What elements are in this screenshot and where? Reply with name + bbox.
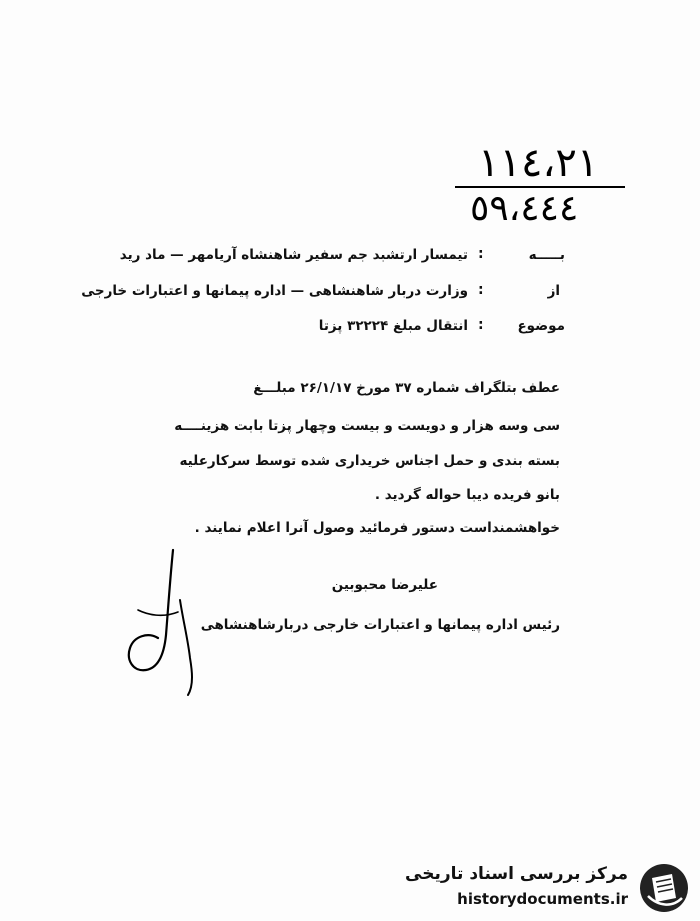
body-line-3: بسته بندی و حمل اجناس خریداری شده توسط سرکارعلیه (179, 453, 560, 469)
subject-label: موضوع (517, 318, 565, 334)
from-colon: : (478, 282, 484, 298)
from-value: وزارت دربار شاهنشاهی — اداره پیمانها و اعتبارات خارجی (81, 283, 468, 299)
archive-logo-icon (638, 862, 690, 914)
archive-watermark (405, 860, 694, 916)
handwritten-signature (118, 540, 208, 700)
watermark-title: مرکز بررسی اسناد تاریخی (405, 864, 628, 884)
handwritten-reference-number-top: ١١٤،٢١ (478, 140, 599, 186)
subject-colon: : (478, 317, 484, 333)
to-label: بـــــه (528, 247, 565, 263)
body-line-4: بانو فریده دیبا حواله گردید . (374, 487, 560, 503)
signatory-name: علیرضا محبوبین (331, 577, 438, 593)
to-colon: : (478, 246, 484, 262)
handwritten-reference-number-bottom: ٥٩،٤٤٤ (470, 188, 579, 229)
signatory-title: رئیس اداره پیمانها و اعتبارات خارجی دربارشاهنشاهی (200, 617, 560, 633)
to-value: تیمسار ارتشبد جم سفیر شاهنشاه آریامهر — ماد رید (119, 247, 468, 263)
watermark-url: historydocuments.ir (457, 890, 628, 908)
body-line-5: خواهشمنداست دستور فرمائید وصول آنرا اعلام نمایند . (194, 520, 560, 536)
from-label: از (547, 283, 560, 299)
body-line-1: عطف بتلگراف شماره ۳۷ مورخ ۲۶/۱/۱۷ مبلـــغ (253, 380, 560, 396)
body-line-2: سی وسه هزار و دویست و بیست وچهار پزتا بابت هزینــــه (174, 418, 560, 434)
subject-value: انتقال مبلغ ۳۲۲۲۴ پزتا (318, 318, 468, 334)
